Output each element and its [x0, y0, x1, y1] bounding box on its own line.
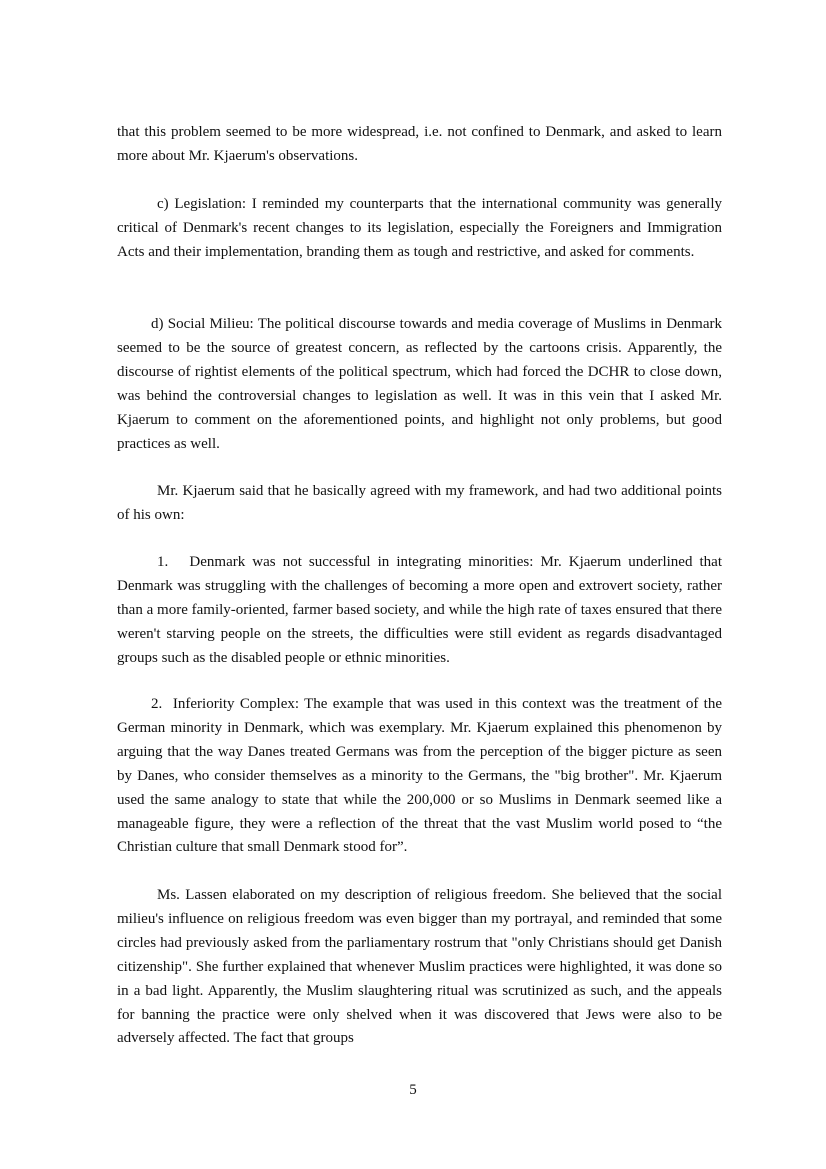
- list-item-inferiority-complex: 2. Inferiority Complex: The example that was used in this context was the treatment of the German minority in Denmark, which was exemplary. Mr. Kjaerum explained this phenomenon by arguing that the way Danes treated Germans was from the perception of the bigger picture as seen by Danes, who consider themselves as a minority to the Germans, the "big brother". Mr. Kjaerum used the same analogy to state that while the 200,000 or so Muslims in Denmark seemed like a manageable figure, they were a reflection of the threat that the vast Muslim world posed to “the Christian culture that small Denmark stood for”.: [117, 696, 722, 856]
- paragraph-social-milieu: d) Social Milieu: The political discourse towards and media coverage of Muslims in Denmark seemed to be the source of greatest concern, as reflected by the cartoons crisis. Apparently, the discourse of rightist elements of the political spectrum, which had forced the DCHR to close down, was behind the controversial changes to legislation as well. It was in this vein that I asked Mr. Kjaerum to comment on the aforementioned points, and highlight not only problems, but good practices as well.: [117, 316, 722, 452]
- paragraph-legislation: c) Legislation: I reminded my counterparts that the international community was generally critical of Denmark's recent changes to its legislation, especially the Foreigners and Immigration Acts and their implementation, branding them as tough and restrictive, and asked for comments.: [117, 196, 722, 260]
- paragraph-kjaerum-framework: Mr. Kjaerum said that he basically agreed with my framework, and had two additional points of his own:: [117, 483, 722, 523]
- page-number: 5: [409, 1082, 417, 1098]
- paragraph-continuation: that this problem seemed to be more widespread, i.e. not confined to Denmark, and asked to learn more about Mr. Kjaerum's observations.: [117, 124, 722, 164]
- list-item-integration: 1. Denmark was not successful in integrating minorities: Mr. Kjaerum underlined that Denmark was struggling with the challenges of becoming a more open and extrovert society, rather than a more family-oriented, farmer based society, and while the high rate of taxes ensured that there weren't starving people on the streets, the difficulties were still evident as regards disadvantaged groups such as the disabled people or ethnic minorities.: [117, 554, 722, 666]
- paragraph-lassen-religious-freedom: Ms. Lassen elaborated on my description of religious freedom. She believed that the social milieu's influence on religious freedom was even bigger than my portrayal, and reminded that some circles had previously asked from the parliamentary rostrum that "only Christians should get Danish citizenship". She further explained that whenever Muslim practices were highlighted, it was done so in a bad light. Apparently, the Muslim slaughtering ritual was scrutinized as such, and the appeals for banning the practice were only shelved when it was discovered that Jews were also to be adversely affected. The fact that groups: [117, 887, 722, 1047]
